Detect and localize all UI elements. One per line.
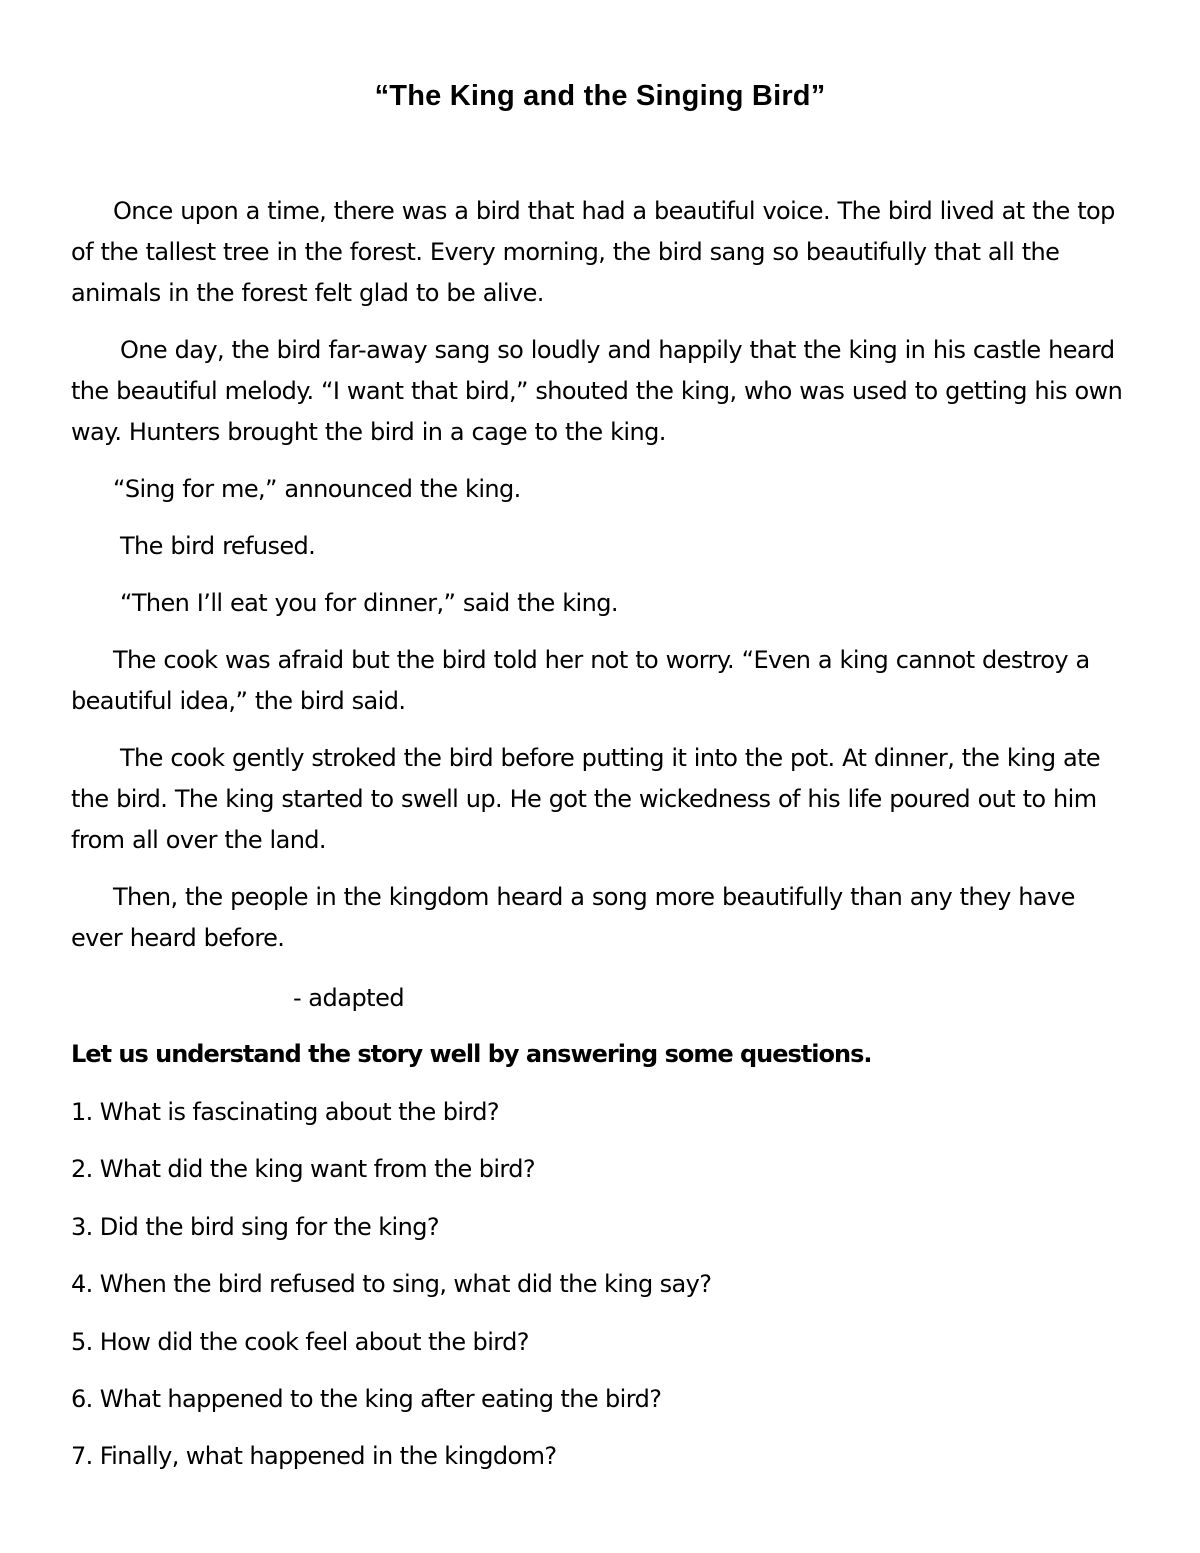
story-paragraph: The cook gently stroked the bird before putting it into the pot. At dinner, the king ate the bird. The king started to swell up. He got the wickedness of his life poured out to him from all over the land. xyxy=(71,744,1101,854)
question-item: 1. What is fascinating about the bird? xyxy=(71,1098,500,1126)
story-paragraph: The cook was afraid but the bird told her not to worry. “Even a king cannot destroy a beautiful idea,” the bird said. xyxy=(71,646,1090,715)
questions-heading: Let us understand the story well by answering some questions. xyxy=(71,1040,872,1068)
question-item: 5. How did the cook feel about the bird? xyxy=(71,1327,529,1356)
story-paragraph: The bird refused. xyxy=(120,532,316,560)
story-title: “The King and the Singing Bird” xyxy=(374,80,826,112)
story-paragraph: “Sing for me,” announced the king. xyxy=(113,475,521,503)
question-item: 2. What did the king want from the bird? xyxy=(71,1155,536,1184)
question-list xyxy=(71,1092,711,1494)
story-paragraph: Once upon a time, there was a bird that had a beautiful voice. The bird lived at the top of the tallest tree in the forest. Every morning, the bird sang so beautifully that all the animals in the forest felt glad to be alive. xyxy=(71,197,1115,307)
question-item: 4. When the bird refused to sing, what did the king say? xyxy=(71,1270,712,1299)
story-paragraph: “Then I’ll eat you for dinner,” said the king. xyxy=(120,589,618,617)
question-item: 3. Did the bird sing for the king? xyxy=(71,1212,440,1241)
story-paragraph: One day, the bird far-away sang so loudly and happily that the king in his castle heard the beautiful melody. “I want that bird,” shouted the king, who was used to getting his own way. Hunters brought the bird in a cage to the king. xyxy=(71,336,1123,446)
story-body xyxy=(71,191,1131,975)
attribution: - adapted xyxy=(293,984,405,1012)
question-item: 7. Finally, what happened in the kingdom? xyxy=(71,1442,557,1471)
story-paragraph: Then, the people in the kingdom heard a song more beautifully than any they have ever heard before. xyxy=(71,883,1075,952)
question-item: 6. What happened to the king after eating the bird? xyxy=(71,1384,662,1413)
